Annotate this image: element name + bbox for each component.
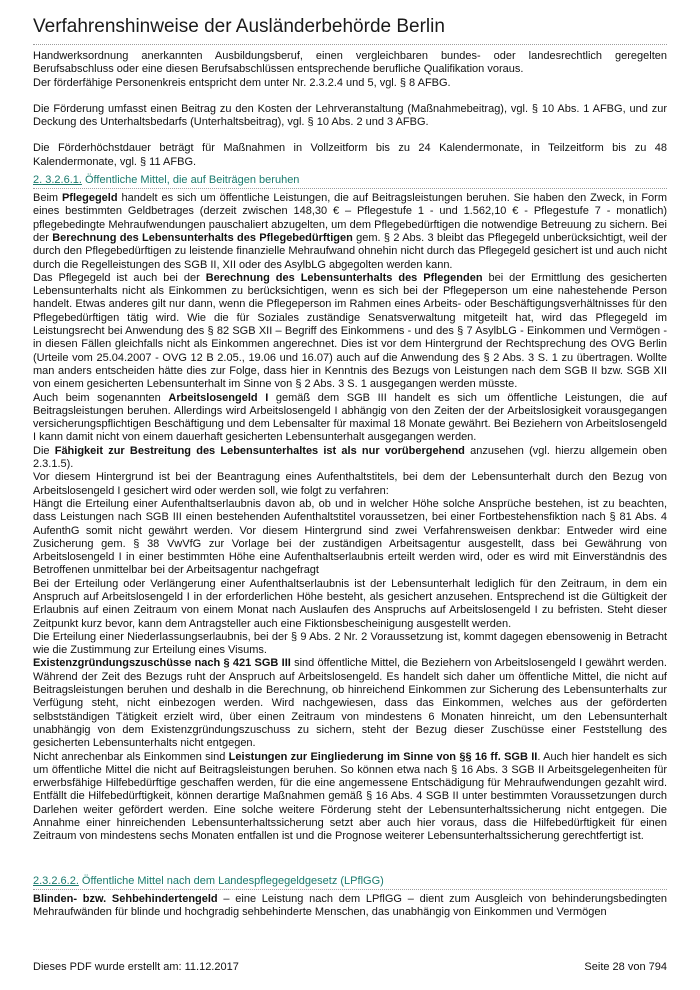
intro-text-2: Der förderfähige Personenkreis entspricht dem unter Nr. 2.3.2.4 und 5, vgl. § 8 AFBG. bbox=[33, 76, 451, 89]
intro-text: Handwerksordnung anerkannten Ausbildungsberuf, einen vergleichbaren bundes- oder landesrechtlich geregelten Berufsabschluss oder eine diesen Berufsabschlüssen entsprechende berufliche Qualifikation voraus. bbox=[33, 50, 667, 76]
text: bei der Ermittlung des gesicherten Lebensunterhalts nicht als Einkommen zu berücksichtigen, wenn es sich bei der Pflegeperson um eine nahestehende Person handelt. Etwas anderes gilt nur dann, wenn die Pflegeperson im Rahmen eines Arbeits- oder Beschäftigungsverhältnisses für den Pflegebedürftigen tätig wird. Wie die für Soziales zuständige Senatsverwaltung mitgeteilt hat, wird das Pflegegeld im Leistungsrecht bei Anwendung des § 82 SGB XII – Begriff des Einkommens - und des § 7 AsylbLG - Einkommen und Vermögen - in diesen Fällen gleichfalls nicht als Einkommen angerechnet. Dies ist vor dem Hintergrund der Rechtsprechung des OVG Berlin (Urteile vom 25.04.2007 - OVG 12 B 2.05., 19.06 und 16.07) auch auf die Anwendung des § 2 Abs. 3 S. 1 zu übertragen. Wollte man anders entscheiden hätte dies zur Folge, dass hier in Kenntnis des Bezugs von Leistungen nach dem SGB II bzw. SGB XII von einem gesicherten Lebensunterhalt im Sinne von § 2 Abs. 3 S. 1 ausgegangen werden müsste. bbox=[33, 271, 667, 391]
page-footer bbox=[33, 961, 667, 974]
text: handelt es sich um öffentliche Leistungen, die auf Beitragsleistungen beruhen. Sie haben den Zweck, in Form eines bestimmten Geldbetrages (derzeit zwischen 148,30 € – Pflegestufe 1 - und 1.562,10 € - Pflegestufe 7 - monatlich) pflegebedingte Mehraufwendungen pauschaliert abzugelten, um dem Pflegebedürftigen die notwendige Betreuung zu sichern. Bei der bbox=[33, 192, 667, 244]
intro-paragraph-2: Die Förderung umfasst einen Beitrag zu den Kosten der Lehrveranstaltung (Maßnahmebeitrag), vgl. § 10 Abs. 1 AFBG, und zur Deckung des Unterhaltsbedarfs (Unterhaltsbeitrag), vgl. § 10 Abs. 2 und 3 AFBG. bbox=[33, 102, 667, 129]
text: Das Pflegegeld ist auch bei der bbox=[33, 271, 206, 284]
text: Beim bbox=[33, 192, 62, 205]
text: gemäß dem SGB III handelt es sich um öffentliche Leistungen, die auf Beitragsleistungen beruhen. Allerdings wird Arbeitslosengeld I abhängig von den Zeiten der der Arbeitslosigkeit vorausgegangen versicherungspflichtigen Beschäftigung und dem Lebensalter für maximal 18 Monate gewährt. Bei Beziehern von Arbeitslosengeld I kann damit nicht von einem dauerhaft gesicherten Lebensunterhalt ausgegangen werden. bbox=[33, 391, 668, 444]
bold-term: Existenzgründungszuschüsse nach § 421 SGB III bbox=[33, 657, 291, 670]
paragraph-verlaengerung: Bei der Erteilung oder Verlängerung einer Aufenthaltserlaubnis ist der Lebensunterhalt lediglich für den Zeitraum, in dem ein Anspruch auf Arbeitslosengeld I in der erforderlichen Höhe besteht, als gesichert anzusehen. Entsprechend ist die Gültigkeit der Erlaubnis auf einen Zeitraum von einem Monat nach Auslaufen des Anspruchs auf Arbeitslosengeld I zu befristen. Steht dieser Zeitpunkt kurz bevor, kann dem Antragsteller auch eine Fiktionsbescheinigung ausgestellt werden. bbox=[33, 577, 667, 630]
section-title: Öffentliche Mittel, die auf Beiträgen beruhen bbox=[81, 174, 300, 187]
text: . Auch hier handelt es sich um öffentliche Mittel die nicht auf Beitragsleistungen beruhen. So können etwa nach § 16 Abs. 3 SGB II Arbeitsgelegenheiten für erwerbsfähige Hilfebedürftige geschaffen werden, für die eine angemessene Entschädigung für Mehraufwendungen gezahlt wird. Entfällt die Hilfebedürftigkeit, können derartige Maßnahmen gemäß § 16 Abs. 4 SGB II unter bestimmten Voraussetzungen durch Darlehen weiter gefördert werden. Eine solche weitere Förderung steht der Lebensunterhaltssicherung nicht entgegen. Die Annahme einer hinreichenden Lebensunterhaltssicherung setzt aber auch hier voraus, dass die Hilfebedürftigkeit für einen Zeitraum von mindestens sechs Monaten entfallen ist und die Prognose weiterer Lebensunterhaltssicherung gerechtfertigt ist. bbox=[33, 750, 668, 843]
bold-term: Arbeitslosengeld I bbox=[168, 391, 269, 404]
creation-date: Dieses PDF wurde erstellt am: 11.12.2017 bbox=[33, 961, 239, 973]
text: Die bbox=[33, 444, 55, 457]
section-heading-1 bbox=[33, 174, 667, 189]
bold-term: Berechnung des Lebensunterhalts des Pflegebedürftigen bbox=[52, 231, 353, 244]
text: Nicht anrechenbar als Einkommen sind bbox=[33, 750, 229, 763]
section-number-link[interactable]: 2.3.2.6.2. bbox=[33, 874, 79, 887]
text: anzusehen (vgl. hierzu allgemein oben 2.3.1.5). bbox=[33, 444, 668, 471]
document-page bbox=[33, 0, 667, 919]
paragraph-blindengeld bbox=[33, 893, 667, 920]
paragraph-niederlassung: Die Erteilung einer Niederlassungserlaubnis, bei der § 9 Abs. 2 Nr. 2 Voraussetzung ist, kommt dagegen ebensowenig in Betracht wie die Zustimmung zur Erteilung eines Visums. bbox=[33, 630, 667, 657]
text: – eine Leistung nach dem LPflGG – dient zum Ausgleich von behinderungsbedingten Mehraufwänden für blinde und hochgradig sehbehinderte Menschen, das unabhängig von Einkommen und Vermögen bbox=[33, 892, 668, 918]
section-number-link[interactable]: 2. 3.2.6.1. bbox=[33, 174, 82, 187]
paragraph-pflegende bbox=[33, 272, 667, 392]
section-heading-2 bbox=[33, 875, 667, 890]
bold-term: Fähigkeit zur Bestreitung des Lebensunterhaltes ist als nur vorübergehend bbox=[54, 444, 465, 457]
paragraph-erteilung: Hängt die Erteilung einer Aufenthaltserlaubnis davon ab, ob und in welcher Höhe solche Ansprüche bestehen, ist zu beachten, dass Leistungen nach SGB III einen bestehenden Aufenthaltstitel voraussetzen, bei einer Fortbestehensfiktion nach § 81 Abs. 4 AufenthG somit nicht gewährt werden. Vor diesem Hintergrund sind zwei Verfahrensweisen denkbar: Entweder wird eine Zusicherung gem. § 38 VwVfG zur Vorlage bei der zuständigen Arbeitsagentur ausgestellt, dass bei Gewährung von Arbeitslosengeld I in einer bestimmten Höhe eine Aufenthaltserlaubnis erteilt werden wird, oder es wird mit Einverständnis des Betroffenen unmittelbar bei der Arbeitsagentur nachgefragt bbox=[33, 497, 667, 577]
paragraph-existenzgruendung bbox=[33, 657, 667, 750]
paragraph-arbeitslosengeld bbox=[33, 392, 667, 445]
text: gem. § 2 Abs. 3 bleibt das Pflegegeld unberücksichtigt, weil der durch den Pflegebedürftigen zu leistende finanzielle Mehraufwand ohnehin nicht durch das Pflegegeld gesichert ist und auch nicht durch die Regelleistungen des SGB II, XII oder des AsylbLG abgegolten werden kann. bbox=[33, 231, 667, 271]
bold-term: Pflegegeld bbox=[61, 192, 118, 205]
paragraph-pflegegeld bbox=[33, 192, 667, 272]
page-number: Seite 28 von 794 bbox=[584, 961, 667, 973]
bold-term: Berechnung des Lebensunterhalts des Pflegenden bbox=[205, 271, 483, 284]
bold-term: Leistungen zur Eingliederung im Sinne von §§ 16 ff. SGB II bbox=[228, 750, 538, 763]
intro-paragraph-3: Die Förderhöchstdauer beträgt für Maßnahmen in Vollzeitform bis zu 24 Kalendermonate, in Teilzeitform bis zu 48 Kalendermonate, vgl. § 11 AFBG. bbox=[33, 142, 667, 168]
section-title: Öffentliche Mittel nach dem Landespflegegeldgesetz (LPflGG) bbox=[78, 874, 384, 887]
paragraph-hintergrund: Vor diesem Hintergrund ist bei der Beantragung eines Aufenthaltstitels, bei dem der Lebensunterhalt durch den Bezug von Arbeitslosengeld I gesichert wird oder werden soll, wie folgt zu verfahren: bbox=[33, 471, 667, 497]
text: sind öffentliche Mittel, die Beziehern von Arbeitslosengeld I gewährt werden. Während der Zeit des Bezugs ruht der Anspruch auf Arbeitslosengeld. Es handelt sich daher um öffentliche Mittel, die nicht auf Beitragsleistungen beruhen und deshalb in die Berechnung, ob hinreichend Einkommen zur Sicherung des Lebensunterhalts zur Verfügung steht, nicht einbezogen werden. Wird nachgewiesen, dass das Einkommen, welches aus der geförderten selbstständigen Tätigkeit erzielt wird, über einen Zeitraum von mindestens 6 Monaten hinreicht, um den Lebensunterhalt unabhängig von dem Existenzgründungszuschuss zu sichern, steht der Bezug dieser Zuschüsse einer Feststellung des gesicherten Lebensunterhalts nicht entgegen. bbox=[33, 657, 667, 750]
page-title: Verfahrenshinweise der Ausländerbehörde Berlin bbox=[33, 16, 667, 45]
text: Auch beim sogenannten bbox=[33, 391, 169, 404]
intro-paragraph-1 bbox=[33, 50, 667, 90]
bold-term: Blinden- bzw. Sehbehindertengeld bbox=[33, 892, 218, 905]
paragraph-faehigkeit bbox=[33, 445, 667, 472]
paragraph-eingliederung bbox=[33, 751, 667, 844]
